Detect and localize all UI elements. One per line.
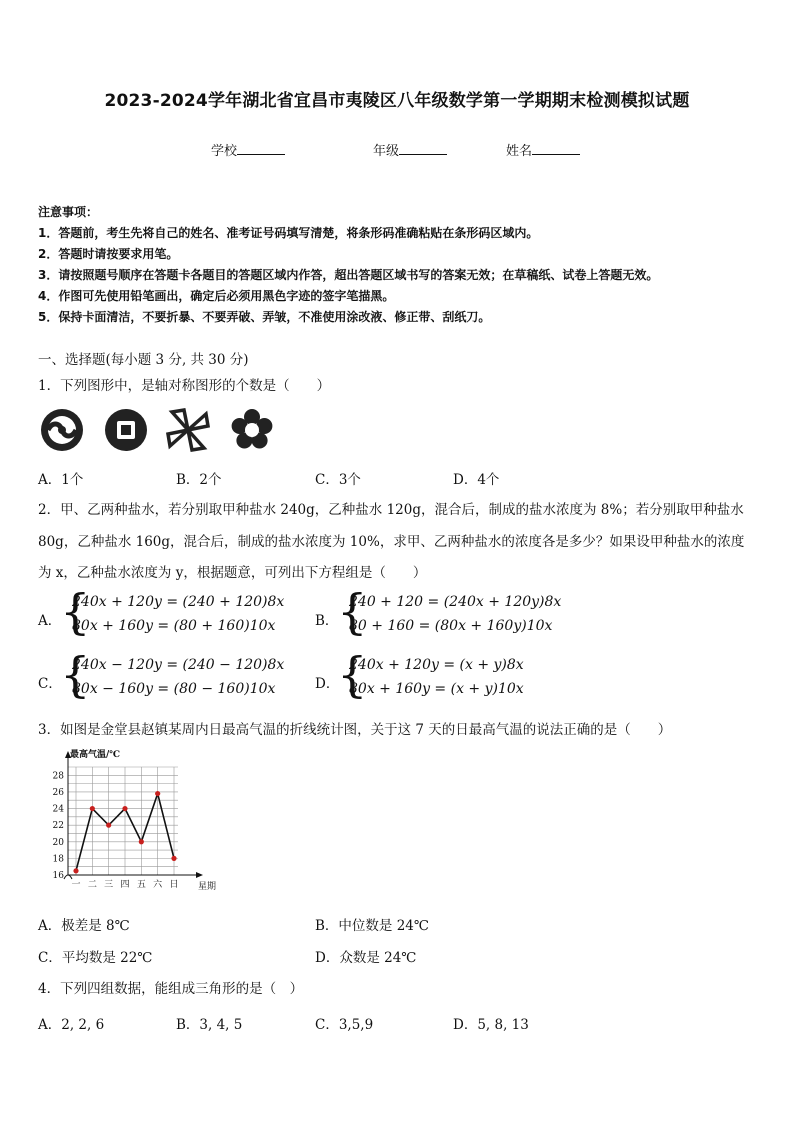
q2-option-b-label: B． [315, 613, 339, 629]
q2-option-c-label: C． [38, 676, 62, 692]
y-axis-title: 最高气温/℃ [70, 750, 121, 760]
notes-item: 1．答题前，考生先将自己的姓名、准考证号码填写清楚，将条形码准确粘贴在条形码区域内。 [38, 226, 539, 240]
equation: 80x − 160y = (80 − 160)10x [72, 681, 276, 697]
q2-line: 2．甲、乙两种盐水，若分别取甲种盐水 240g，乙种盐水 120g，混合后，制成的盐水浓度为 8%；若分别取甲种盐水 [38, 502, 744, 518]
y-tick-label: 24 [52, 804, 64, 815]
school-label: 学校 [211, 144, 238, 159]
q3-stem: 3．如图是金堂县赵镇某周内日最高气温的折线统计图，关于这 7 天的日最高气温的说法正确的是（ ） [38, 722, 672, 738]
data-point [90, 806, 95, 811]
data-point [122, 806, 127, 811]
x-tick-label: 日 [169, 880, 179, 890]
grade-label: 年级 [373, 144, 400, 159]
brace-icon: { [60, 647, 91, 703]
q1-option-c: C．3个 [315, 472, 361, 488]
q3-option-c: C．平均数是 22℃ [38, 950, 153, 966]
brace-icon: { [60, 584, 91, 640]
equation: 240x − 120y = (240 − 120)8x [72, 657, 285, 673]
equation: 240x + 120y = (240 + 120)8x [72, 594, 285, 610]
q2-option-d-system [337, 647, 577, 703]
q3-option-a: A．极差是 8℃ [38, 918, 130, 934]
q4-option-d: D．5, 8, 13 [453, 1017, 529, 1033]
x-axis-arrow-icon [196, 872, 203, 878]
y-tick-label: 26 [52, 787, 64, 798]
q1-stem: 1．下列图形中，是轴对称图形的个数是（ ） [38, 378, 331, 394]
page-title: 2023-2024学年湖北省宜昌市夷陵区八年级数学第一学期期末检测模拟试题 [104, 91, 690, 111]
q4-option-b: B．3, 4, 5 [176, 1017, 243, 1033]
axis-break-icon [64, 875, 72, 879]
q1-option-a: A．1个 [38, 472, 84, 488]
q4-stem: 4．下列四组数据，能组成三角形的是（ ） [38, 981, 304, 997]
q3-option-b: B．中位数是 24℃ [315, 918, 429, 934]
y-tick-label: 20 [52, 837, 64, 848]
name-field [506, 140, 580, 159]
x-tick-label: 一 [71, 880, 81, 890]
q3-chart [36, 745, 226, 909]
data-point [73, 868, 78, 873]
q1-option-d: D．4个 [453, 472, 500, 488]
q3-option-d: D．众数是 24℃ [315, 950, 417, 966]
x-tick-label: 五 [136, 880, 146, 890]
q2-option-b-system [337, 584, 577, 640]
notes-item: 3．请按照题号顺序在答题卡各题目的答题区域内作答，超出答题区域书写的答案无效；在草稿纸、试卷上答题无效。 [38, 268, 659, 282]
y-tick-label: 28 [52, 771, 64, 782]
equation: 80x + 160y = (x + y)10x [349, 681, 524, 697]
notes-heading: 注意事项： [38, 205, 99, 219]
equation: 240 + 120 = (240x + 120y)8x [349, 594, 562, 610]
grade-field [373, 140, 447, 159]
q2-line: 80g，乙种盐水 160g，混合后，制成的盐水浓度为 10%，求甲、乙两种盐水的浓度各是多少？如果设甲种盐水的浓度 [38, 534, 745, 550]
figure-flower-icon [232, 409, 273, 449]
q1-figures [36, 405, 276, 459]
q4-option-c: C．3,5,9 [315, 1017, 374, 1033]
q2-option-a-system [60, 584, 300, 640]
notes-item: 2．答题时请按要求用笔。 [38, 247, 179, 261]
school-blank [237, 142, 285, 155]
q2-option-d-label: D． [315, 676, 340, 692]
equation: 80 + 160 = (80x + 160y)10x [349, 618, 553, 634]
q2-option-a-label: A． [38, 613, 62, 629]
x-tick-label: 三 [104, 880, 114, 890]
data-point [171, 856, 176, 861]
data-point [139, 839, 144, 844]
brace-icon: { [337, 647, 368, 703]
notes-item: 5．保持卡面清洁，不要折暴、不要弄破、弄皱，不准使用涂改液、修正带、刮纸刀。 [38, 310, 491, 324]
q2-option-c-system [60, 647, 300, 703]
data-point [106, 823, 111, 828]
equation: 80x + 160y = (80 + 160)10x [72, 618, 276, 634]
equation: 240x + 120y = (x + y)8x [349, 657, 524, 673]
x-tick-label: 四 [120, 880, 130, 890]
notes-item: 4．作图可先使用铅笔画出，确定后必须用黑色字迹的签字笔描黑。 [38, 289, 395, 303]
y-tick-label: 22 [52, 821, 64, 832]
q1-option-b: B．2个 [176, 472, 222, 488]
x-tick-label: 二 [87, 880, 97, 890]
section-heading: 一、选择题(每小题 3 分, 共 30 分) [38, 352, 249, 368]
name-blank [532, 142, 580, 155]
x-tick-label: 六 [153, 880, 163, 890]
notes-block [38, 202, 658, 328]
school-field [211, 140, 285, 159]
x-axis-title: 星期 [198, 882, 217, 892]
y-tick-label: 16 [52, 871, 64, 881]
brace-icon: { [337, 584, 368, 640]
temperature-line-chart [36, 745, 226, 905]
figure-coin-icon [105, 409, 147, 451]
q4-option-a: A．2, 2, 6 [38, 1017, 105, 1033]
q2-line: 为 x，乙种盐水浓度为 y，根据题意，可列出下方程组是（ ） [38, 565, 427, 581]
figure-pinwheel-icon [168, 410, 208, 450]
figure-taiji-icon [41, 409, 83, 451]
y-tick-label: 18 [52, 854, 64, 865]
grade-blank [399, 142, 447, 155]
name-label: 姓名 [506, 144, 533, 159]
data-point [155, 791, 160, 796]
